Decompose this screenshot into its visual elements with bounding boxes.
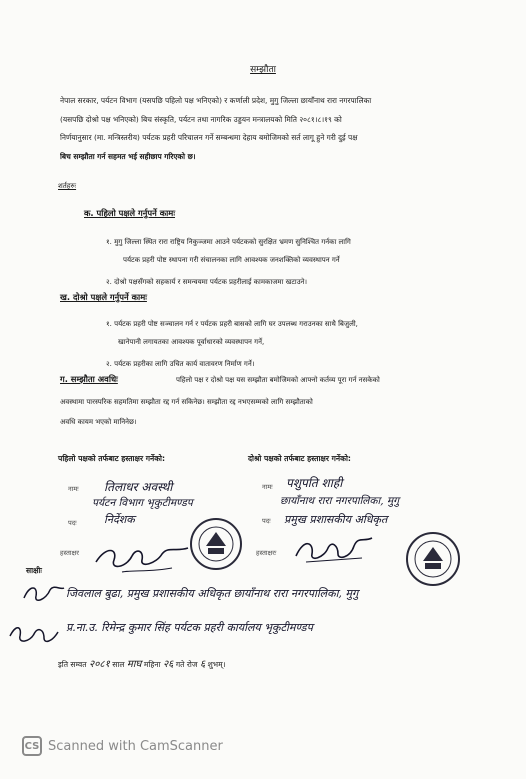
section-kha-item: खानेपानी लगायतका आवश्यक पूर्वाधारको व्यवस्थापन गर्ने,	[118, 338, 265, 346]
party2-sign-label: हस्ताक्षरः	[256, 549, 277, 557]
date-line	[58, 656, 226, 670]
section-ga-line: अवधि कायम भएको मानिनेछ।	[60, 418, 137, 426]
party1-name: तिलाधर अवस्थी	[104, 480, 173, 494]
date-mahina: महिना	[143, 660, 161, 669]
witness-line: प्र.ना.उ. रिमेन्द्र कुमार सिंह पर्यटक प्रहरी कार्यालय भृकुटीमण्डप	[66, 621, 313, 634]
party2-block	[248, 454, 351, 464]
party1-post-label: पदः	[68, 519, 77, 527]
party1-sign-label: हस्ताक्षर	[60, 549, 79, 557]
camscanner-text: Scanned with CamScanner	[48, 738, 223, 754]
intro-line: बिच सम्झौता गर्न सहमत भई सहीछाप गरिएको छ।	[60, 151, 196, 161]
party2-signature	[292, 528, 376, 568]
intro-line: निर्णयानुसार (मा. मन्त्रिस्तरीय) पर्यटक प्रहरी परिचालन गर्ने सम्बन्धमा देहाय बमोजिमको सर्त लागू हुने गरी दुई पक्ष	[60, 133, 358, 142]
section-kha-item: २. पर्यटक प्रहरीका लागि उचित कार्य वातावरण निर्माण गर्ने।	[106, 360, 255, 368]
party2-office: छायाँनाथ रारा नगरपालिका, मुगु	[280, 495, 400, 507]
party2-post-label: पदः	[262, 517, 271, 525]
date-day: २६	[162, 659, 174, 670]
date-gate: गते रोज	[175, 660, 198, 669]
intro-line: नेपाल सरकार, पर्यटन विभाग (यसपछि पहिलो पक्ष भनिएको) र कर्णाली प्रदेश, मुगु जिल्ला छायाँनाथ रारा नगरपालिका	[60, 96, 372, 105]
section-ka-heading: क. पहिलो पक्षले गर्नुपर्ने कामः	[84, 208, 176, 218]
date-roj: ६	[199, 659, 206, 670]
page-title: सम्झौता	[250, 65, 276, 75]
intro-line: (यसपछि दोश्रो पक्ष भनिएको) बिच संस्कृति, पर्यटन तथा नागरिक उड्डयन मन्त्रालयको मिति २०८१।८।१९ को	[60, 114, 342, 124]
witness1-signature	[22, 580, 66, 606]
section-ka-item: १. मुगु जिल्ला स्थित रारा राष्ट्रिय निकुञ्जमा आउने पर्यटकको सुरक्षित भ्रमण सुनिश्चित गर्नका लागि	[106, 238, 351, 246]
party2-heading: दोश्रो पक्षको तर्फबाट हस्ताक्षर गर्नेको:	[248, 454, 351, 463]
party1-signature	[92, 526, 192, 582]
section-ga-heading: ग. सम्झौता अवधिः	[60, 374, 118, 384]
section-kha-item: १. पर्यटक प्रहरी पोष्ट सञ्चालन गर्न र पर्यटक प्रहरी बासको लागि घर उपलब्ध गराउनका साथै बिजुली,	[106, 320, 358, 328]
party1-block	[58, 454, 165, 464]
municipality-seal-icon	[404, 530, 462, 588]
section-kha-heading: ख. दोश्रो पक्षले गर्नुपर्ने कामः	[60, 292, 147, 302]
party2-name: पशुपति शाही	[286, 476, 343, 490]
section-ka-item: २. दोश्रो पक्षसँगको सहकार्य र समन्वयमा पर्यटक प्रहरीलाई कामकाजमा खटाउने।	[106, 278, 308, 286]
date-prefix: इति सम्वत	[58, 660, 87, 669]
date-suffix: शुभम्।	[207, 660, 226, 669]
date-month: माघ	[126, 659, 142, 670]
section-ga-line: पहिलो पक्ष र दोश्रो पक्ष यस सम्झौता बमोजिमको आफ्नो कर्तव्य पूरा गर्न नसकेको	[176, 376, 380, 384]
party1-heading: पहिलो पक्षको तर्फबाट हस्ताक्षर गर्नेको:	[58, 454, 166, 463]
party2-post: प्रमुख प्रशासकीय अधिकृत	[284, 513, 388, 526]
party2-name-label: नामः	[262, 483, 273, 491]
date-year: २०८१	[89, 659, 110, 670]
date-sal: साल	[112, 660, 125, 669]
camscanner-watermark	[22, 736, 223, 756]
party1-post: निर्देशक	[104, 513, 135, 526]
intro-paragraph	[60, 92, 490, 166]
party1-office: पर्यटन विभाग भृकुटीमण्डप	[92, 497, 193, 509]
section-ka-item: पर्यटक प्रहरी पोष्ट स्थापना गरी संचालनका लागि आवश्यक जनशक्तिको व्यवस्थापन गर्ने	[123, 256, 340, 264]
witness-line: जिवलाल बुढा, प्रमुख प्रशासकीय अधिकृत छायाँनाथ रारा नगरपालिका, मुगु	[66, 587, 359, 600]
conditions-label: शर्तहरुः	[58, 182, 77, 190]
section-ga-line: अवस्थामा पारस्परिक सहमतिमा सम्झौता रद्द गर्न सकिनेछ। सम्झौता रद्द नभएसम्मको लागि सम्झौताको	[60, 398, 313, 406]
witness-label: साक्षीः	[26, 566, 42, 575]
witness2-signature	[8, 622, 60, 648]
party1-name-label: नामः	[68, 485, 79, 493]
camscanner-logo-icon: CS	[22, 736, 42, 756]
department-seal-icon	[188, 516, 244, 572]
